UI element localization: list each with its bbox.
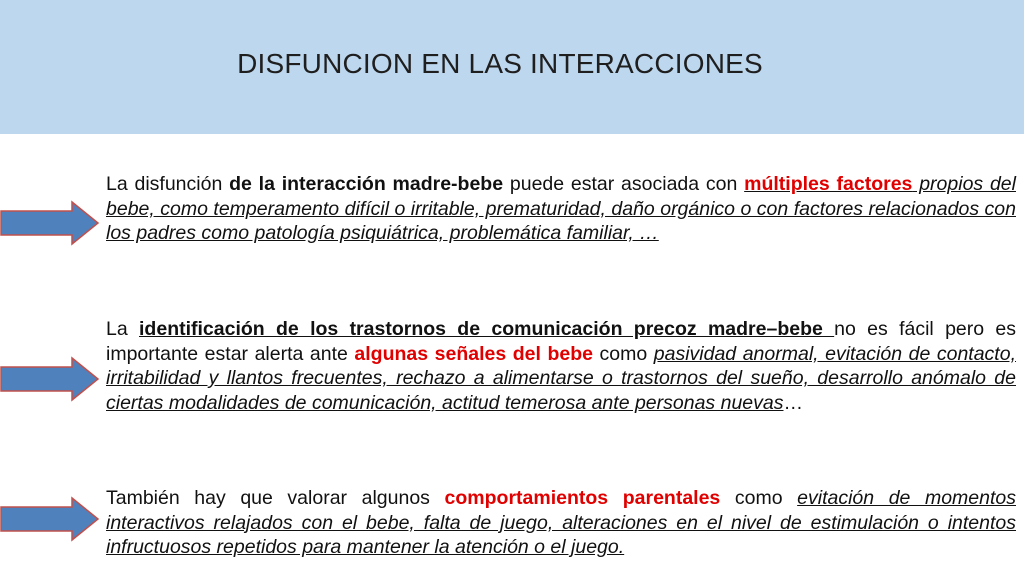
right-arrow-icon [0,356,100,402]
paragraph-interaction-dysfunction [106,172,1016,246]
p2-text: como [592,342,654,365]
p1-highlight-multiple-factors: múltiples factores [744,173,913,195]
p3-highlight-parental-behaviors: comportamientos parentales [444,487,721,509]
p2-highlight-baby-signals: algunas señales del bebe [354,342,593,365]
p3-italic-list: evitación de momentos interactivos relajados con el bebe, falta de juego, alteraciones en el nivel de estimulación o intentos infructuosos repetidos para mantener la atención o el juego. [106,487,1016,558]
p2-text: La [106,318,140,340]
p2-bold-phrase: identificación de los trastornos de comunicación precoz madre–bebe [139,318,835,340]
paragraph-identification [106,317,1016,415]
right-arrow-icon [0,200,100,246]
right-arrow-icon [0,496,100,542]
p1-text: La disfunción [106,173,230,195]
slide-title: DISFUNCION EN LAS INTERACCIONES [237,48,763,79]
p3-text: También hay que valorar algunos [106,487,445,509]
p2-ellipsis: … [783,391,803,414]
p3-text: como [720,487,798,509]
p2-text: no es fácil pero es importante estar alerta ante [106,318,1017,365]
p1-italic-list: propios del bebe, como temperamento difícil o irritable, prematuridad, daño orgánico o con factores relacionados con los padres como patología psiquiátrica, problemática familiar, … [106,173,1016,244]
p2-italic-list: pasividad anormal, evitación de contacto, irritabilidad y llantos frecuentes, rechazo a alimentarse o trastornos del sueño, desarrollo anómalo de ciertas modalidades de comunicación, actitud temerosa ante personas nuevas [106,342,1016,414]
p1-text: puede estar asociada con [503,173,745,195]
paragraph-parental-behaviors [106,486,1016,560]
p1-bold-phrase: de la interacción madre-bebe [229,173,504,195]
